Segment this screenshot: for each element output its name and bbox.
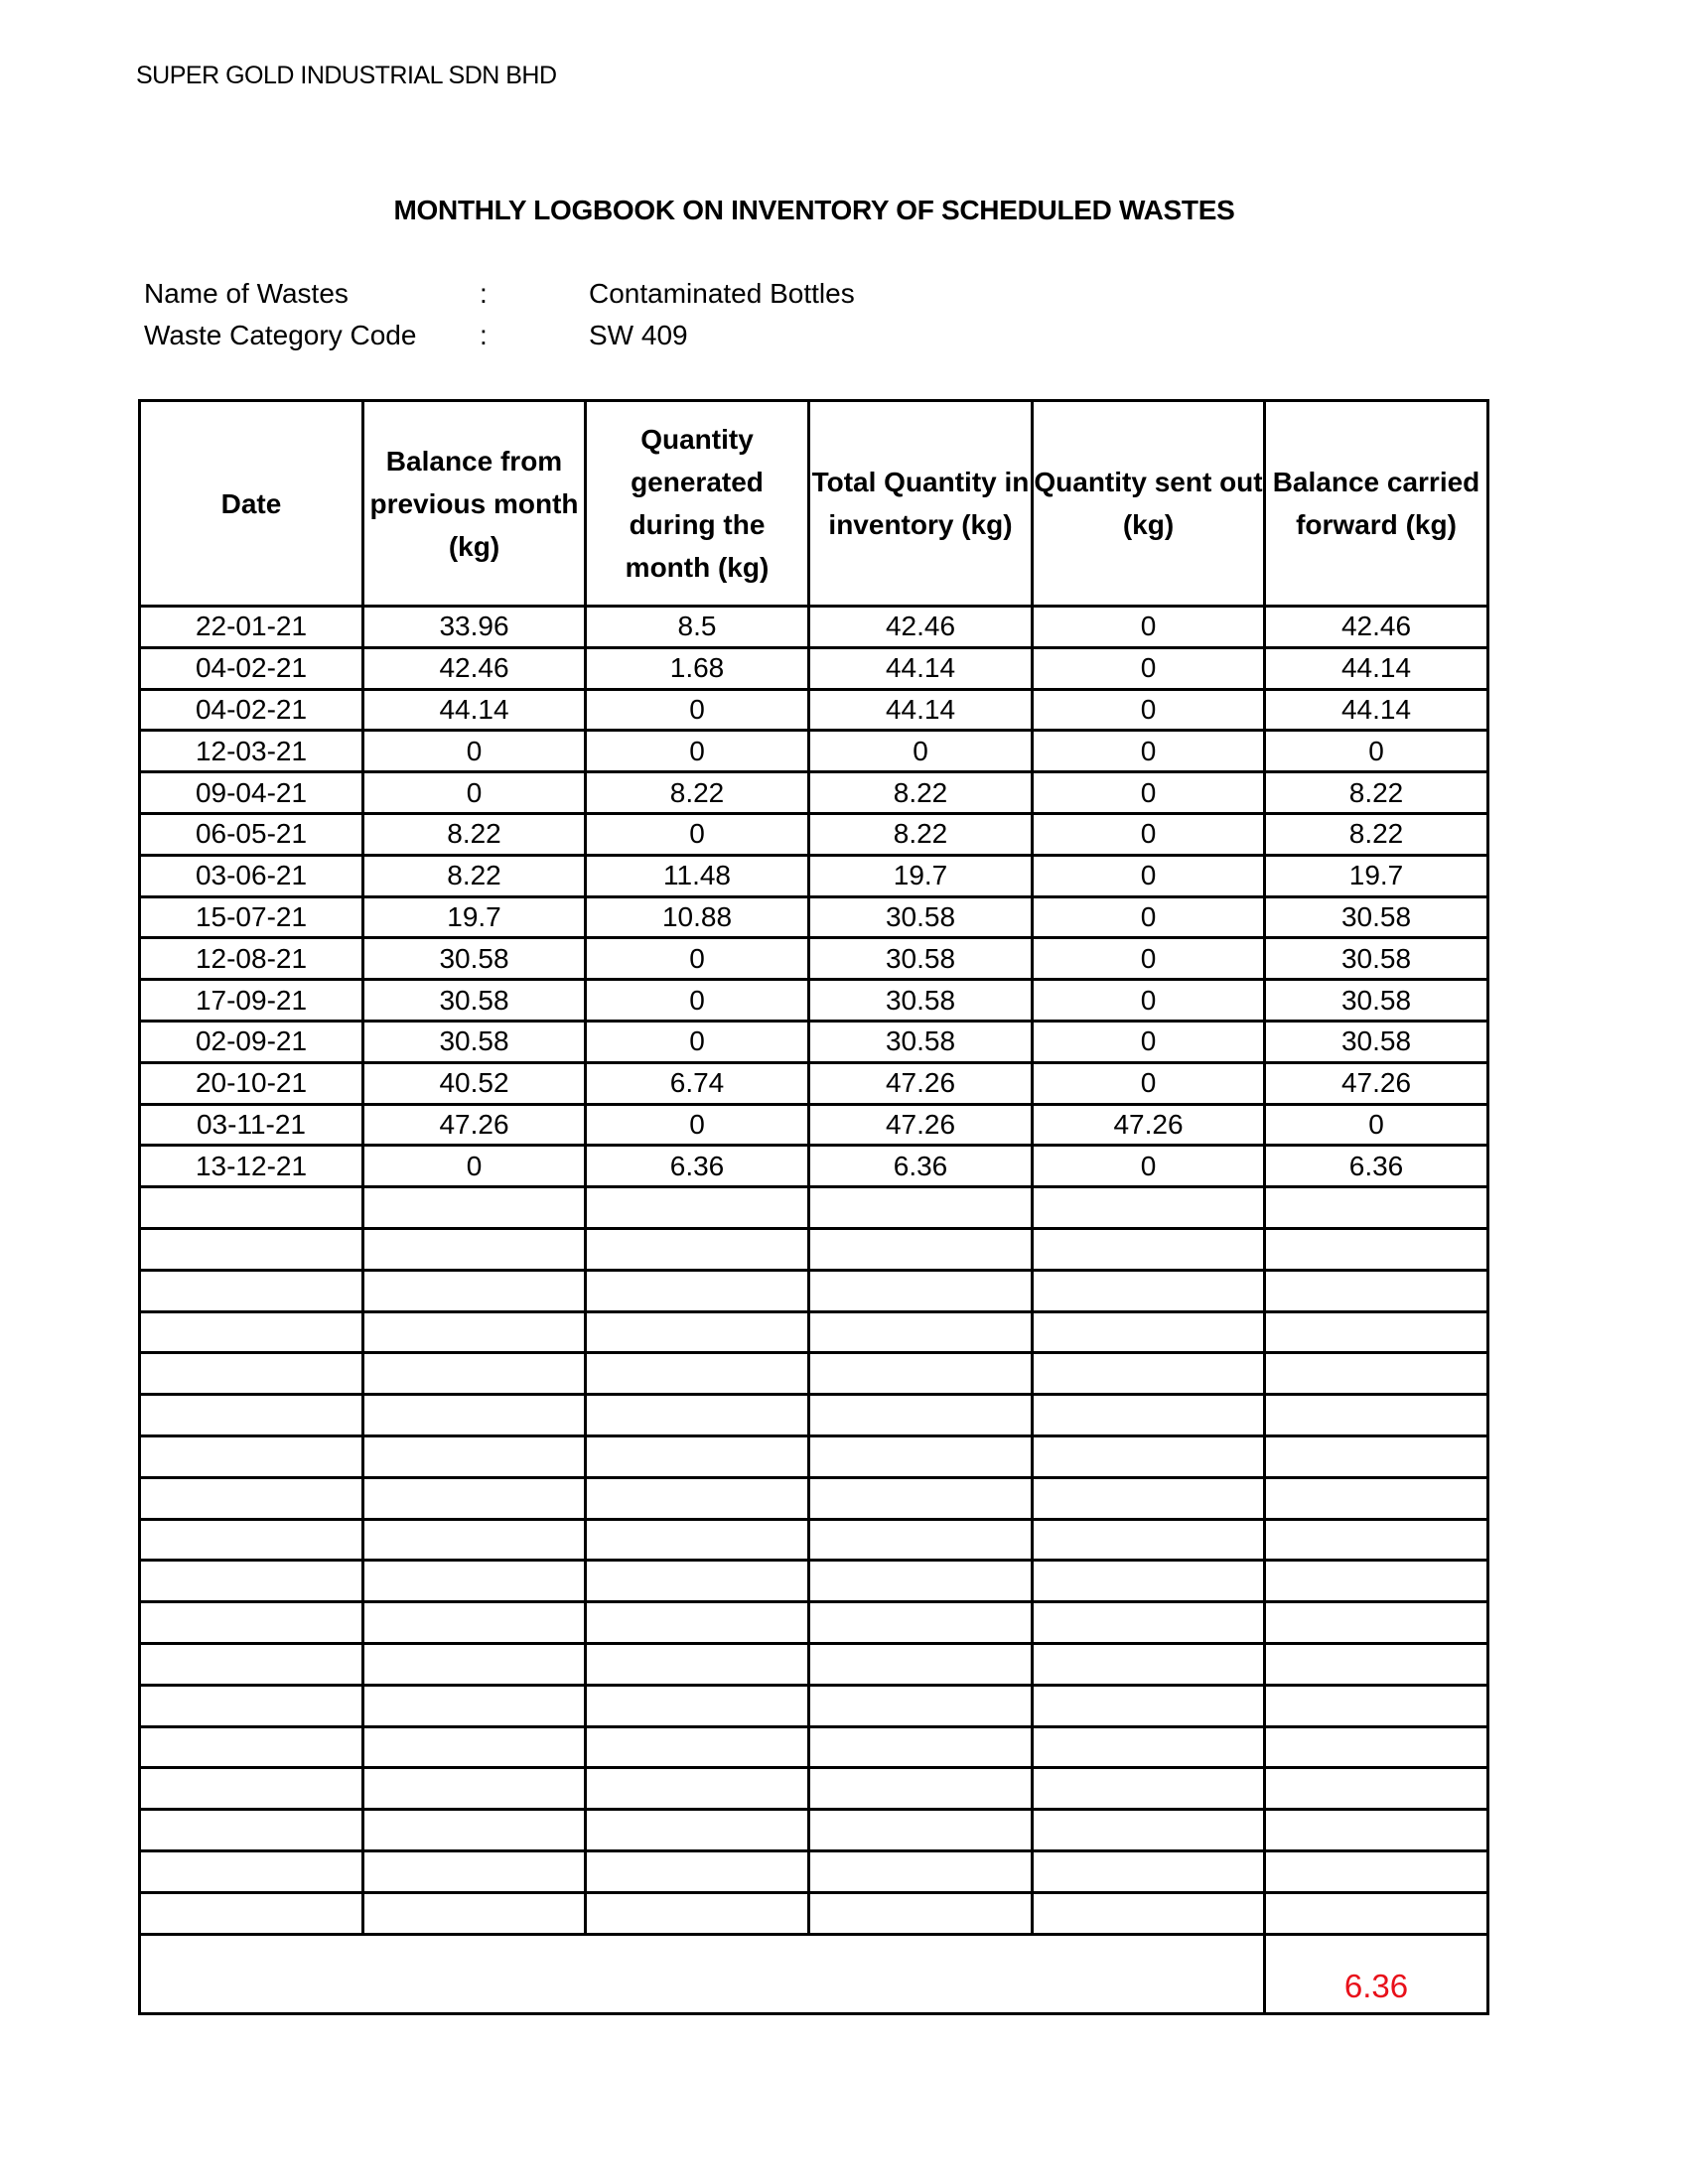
cell-quantity-generated-empty bbox=[586, 1395, 809, 1436]
cell-quantity-generated-empty bbox=[586, 1892, 809, 1934]
cell-date: 06-05-21 bbox=[140, 813, 363, 855]
cell-balance-previous-empty bbox=[363, 1685, 586, 1726]
cell-balance-previous-empty bbox=[363, 1643, 586, 1685]
cell-total-quantity: 30.58 bbox=[809, 938, 1033, 980]
cell-balance-carried-forward-empty bbox=[1265, 1602, 1488, 1644]
cell-total-quantity: 19.7 bbox=[809, 855, 1033, 896]
blank-row bbox=[140, 1810, 1488, 1851]
header-total-quantity: Total Quantity in inventory (kg) bbox=[809, 401, 1033, 607]
meta-label: Name of Wastes bbox=[144, 278, 349, 309]
cell-quantity-sent-out: 0 bbox=[1033, 689, 1265, 731]
cell-date: 20-10-21 bbox=[140, 1062, 363, 1104]
cell-date-empty bbox=[140, 1187, 363, 1229]
cell-quantity-sent-out-empty bbox=[1033, 1602, 1265, 1644]
cell-date: 13-12-21 bbox=[140, 1146, 363, 1187]
cell-quantity-sent-out-empty bbox=[1033, 1395, 1265, 1436]
cell-date-empty bbox=[140, 1892, 363, 1934]
cell-quantity-generated: 8.22 bbox=[586, 772, 809, 814]
cell-balance-carried-forward-empty bbox=[1265, 1270, 1488, 1311]
header-quantity-generated: Quantity generated during the month (kg) bbox=[586, 401, 809, 607]
cell-quantity-generated-empty bbox=[586, 1561, 809, 1602]
cell-balance-previous: 8.22 bbox=[363, 855, 586, 896]
cell-date-empty bbox=[140, 1850, 363, 1892]
cell-total-quantity: 0 bbox=[809, 731, 1033, 772]
cell-quantity-generated: 8.5 bbox=[586, 607, 809, 648]
cell-date: 09-04-21 bbox=[140, 772, 363, 814]
cell-date-empty bbox=[140, 1353, 363, 1395]
cell-balance-carried-forward: 44.14 bbox=[1265, 689, 1488, 731]
cell-total-quantity-empty bbox=[809, 1187, 1033, 1229]
cell-date-empty bbox=[140, 1810, 363, 1851]
cell-quantity-sent-out: 0 bbox=[1033, 896, 1265, 938]
cell-quantity-sent-out: 0 bbox=[1033, 813, 1265, 855]
cell-balance-carried-forward-empty bbox=[1265, 1685, 1488, 1726]
cell-balance-previous-empty bbox=[363, 1395, 586, 1436]
blank-row bbox=[140, 1395, 1488, 1436]
blank-row bbox=[140, 1602, 1488, 1644]
meta-label: Waste Category Code bbox=[144, 320, 417, 350]
cell-date-empty bbox=[140, 1519, 363, 1561]
cell-balance-carried-forward-empty bbox=[1265, 1892, 1488, 1934]
cell-total-quantity-empty bbox=[809, 1353, 1033, 1395]
cell-quantity-sent-out: 0 bbox=[1033, 1021, 1265, 1062]
cell-balance-previous-empty bbox=[363, 1561, 586, 1602]
cell-total-quantity-empty bbox=[809, 1810, 1033, 1851]
cell-total-quantity: 30.58 bbox=[809, 896, 1033, 938]
cell-quantity-sent-out-empty bbox=[1033, 1228, 1265, 1270]
cell-quantity-generated: 6.36 bbox=[586, 1146, 809, 1187]
blank-row bbox=[140, 1850, 1488, 1892]
cell-total-quantity-empty bbox=[809, 1228, 1033, 1270]
cell-balance-carried-forward: 30.58 bbox=[1265, 980, 1488, 1022]
cell-date-empty bbox=[140, 1270, 363, 1311]
cell-balance-carried-forward: 0 bbox=[1265, 1104, 1488, 1146]
header-balance-carried-forward: Balance carried forward (kg) bbox=[1265, 401, 1488, 607]
cell-quantity-generated: 1.68 bbox=[586, 647, 809, 689]
table-row bbox=[140, 772, 1488, 814]
cell-date-empty bbox=[140, 1602, 363, 1644]
cell-balance-carried-forward-empty bbox=[1265, 1643, 1488, 1685]
cell-balance-previous-empty bbox=[363, 1810, 586, 1851]
cell-balance-carried-forward: 44.14 bbox=[1265, 647, 1488, 689]
cell-date-empty bbox=[140, 1685, 363, 1726]
cell-quantity-generated-empty bbox=[586, 1270, 809, 1311]
cell-quantity-sent-out: 0 bbox=[1033, 980, 1265, 1022]
cell-quantity-sent-out: 0 bbox=[1033, 855, 1265, 896]
table-row bbox=[140, 1021, 1488, 1062]
cell-total-quantity: 6.36 bbox=[809, 1146, 1033, 1187]
cell-total-quantity: 47.26 bbox=[809, 1062, 1033, 1104]
cell-date: 04-02-21 bbox=[140, 647, 363, 689]
cell-balance-previous: 42.46 bbox=[363, 647, 586, 689]
cell-quantity-generated-empty bbox=[586, 1768, 809, 1810]
cell-total-quantity-empty bbox=[809, 1311, 1033, 1353]
cell-balance-carried-forward: 30.58 bbox=[1265, 1021, 1488, 1062]
cell-balance-carried-forward-empty bbox=[1265, 1561, 1488, 1602]
cell-quantity-generated: 0 bbox=[586, 938, 809, 980]
header-row bbox=[140, 401, 1488, 607]
header-quantity-sent-out: Quantity sent out (kg) bbox=[1033, 401, 1265, 607]
blank-row bbox=[140, 1270, 1488, 1311]
blank-row bbox=[140, 1892, 1488, 1934]
cell-balance-previous-empty bbox=[363, 1270, 586, 1311]
cell-balance-carried-forward-empty bbox=[1265, 1477, 1488, 1519]
cell-total-quantity: 47.26 bbox=[809, 1104, 1033, 1146]
cell-date-empty bbox=[140, 1643, 363, 1685]
cell-total-quantity: 42.46 bbox=[809, 607, 1033, 648]
cell-balance-previous-empty bbox=[363, 1602, 586, 1644]
cell-balance-carried-forward-empty bbox=[1265, 1726, 1488, 1768]
footer-total-cell bbox=[1265, 1934, 1488, 2013]
company-name: SUPER GOLD INDUSTRIAL SDN BHD bbox=[136, 62, 557, 89]
cell-total-quantity: 8.22 bbox=[809, 813, 1033, 855]
header-balance-previous: Balance from previous month (kg) bbox=[363, 401, 586, 607]
cell-balance-previous-empty bbox=[363, 1435, 586, 1477]
cell-quantity-sent-out-empty bbox=[1033, 1685, 1265, 1726]
cell-date: 12-08-21 bbox=[140, 938, 363, 980]
table-row bbox=[140, 1146, 1488, 1187]
cell-total-quantity-empty bbox=[809, 1602, 1033, 1644]
cell-total-quantity-empty bbox=[809, 1561, 1033, 1602]
meta-colon: : bbox=[480, 278, 488, 309]
blank-row bbox=[140, 1187, 1488, 1229]
cell-balance-previous: 30.58 bbox=[363, 1021, 586, 1062]
cell-balance-carried-forward: 42.46 bbox=[1265, 607, 1488, 648]
cell-balance-previous-empty bbox=[363, 1726, 586, 1768]
cell-quantity-sent-out-empty bbox=[1033, 1810, 1265, 1851]
cell-quantity-generated-empty bbox=[586, 1726, 809, 1768]
table-row bbox=[140, 647, 1488, 689]
cell-quantity-generated-empty bbox=[586, 1643, 809, 1685]
cell-balance-previous: 33.96 bbox=[363, 607, 586, 648]
blank-row bbox=[140, 1477, 1488, 1519]
cell-quantity-generated-empty bbox=[586, 1477, 809, 1519]
cell-balance-carried-forward: 6.36 bbox=[1265, 1146, 1488, 1187]
cell-quantity-generated-empty bbox=[586, 1850, 809, 1892]
cell-date: 03-06-21 bbox=[140, 855, 363, 896]
cell-quantity-sent-out-empty bbox=[1033, 1519, 1265, 1561]
table-row bbox=[140, 813, 1488, 855]
cell-total-quantity-empty bbox=[809, 1726, 1033, 1768]
cell-quantity-sent-out-empty bbox=[1033, 1561, 1265, 1602]
blank-row bbox=[140, 1519, 1488, 1561]
cell-balance-carried-forward-empty bbox=[1265, 1311, 1488, 1353]
cell-balance-previous: 19.7 bbox=[363, 896, 586, 938]
footer-spacer bbox=[140, 1934, 1265, 2013]
cell-quantity-generated: 0 bbox=[586, 1021, 809, 1062]
footer-total-value: 6.36 bbox=[1343, 1967, 1409, 2004]
cell-quantity-generated-empty bbox=[586, 1435, 809, 1477]
cell-quantity-generated-empty bbox=[586, 1353, 809, 1395]
cell-balance-previous-empty bbox=[363, 1850, 586, 1892]
cell-balance-carried-forward: 30.58 bbox=[1265, 938, 1488, 980]
cell-balance-carried-forward-empty bbox=[1265, 1435, 1488, 1477]
blank-row bbox=[140, 1726, 1488, 1768]
cell-total-quantity: 30.58 bbox=[809, 1021, 1033, 1062]
cell-balance-previous: 30.58 bbox=[363, 938, 586, 980]
cell-balance-previous-empty bbox=[363, 1519, 586, 1561]
cell-total-quantity-empty bbox=[809, 1395, 1033, 1436]
blank-row bbox=[140, 1643, 1488, 1685]
cell-balance-carried-forward-empty bbox=[1265, 1395, 1488, 1436]
blank-row bbox=[140, 1435, 1488, 1477]
table-row bbox=[140, 1062, 1488, 1104]
cell-date-empty bbox=[140, 1477, 363, 1519]
cell-balance-previous-empty bbox=[363, 1311, 586, 1353]
cell-date: 15-07-21 bbox=[140, 896, 363, 938]
meta-colon: : bbox=[480, 320, 488, 350]
cell-date-empty bbox=[140, 1561, 363, 1602]
cell-quantity-sent-out-empty bbox=[1033, 1270, 1265, 1311]
cell-quantity-generated-empty bbox=[586, 1311, 809, 1353]
table-row bbox=[140, 731, 1488, 772]
cell-balance-carried-forward-empty bbox=[1265, 1519, 1488, 1561]
cell-balance-previous: 8.22 bbox=[363, 813, 586, 855]
blank-row bbox=[140, 1228, 1488, 1270]
cell-quantity-sent-out: 0 bbox=[1033, 607, 1265, 648]
cell-balance-previous: 0 bbox=[363, 772, 586, 814]
cell-balance-carried-forward-empty bbox=[1265, 1353, 1488, 1395]
cell-quantity-sent-out-empty bbox=[1033, 1892, 1265, 1934]
cell-quantity-generated: 0 bbox=[586, 813, 809, 855]
cell-total-quantity-empty bbox=[809, 1519, 1033, 1561]
cell-quantity-sent-out: 0 bbox=[1033, 938, 1265, 980]
meta-value: SW 409 bbox=[589, 320, 688, 350]
cell-quantity-generated: 11.48 bbox=[586, 855, 809, 896]
cell-balance-previous-empty bbox=[363, 1477, 586, 1519]
cell-total-quantity-empty bbox=[809, 1435, 1033, 1477]
cell-date: 17-09-21 bbox=[140, 980, 363, 1022]
cell-balance-previous-empty bbox=[363, 1353, 586, 1395]
table-row bbox=[140, 1104, 1488, 1146]
page-title: MONTHLY LOGBOOK ON INVENTORY OF SCHEDULED WASTES bbox=[393, 195, 1235, 225]
cell-date-empty bbox=[140, 1228, 363, 1270]
cell-date-empty bbox=[140, 1726, 363, 1768]
cell-total-quantity: 44.14 bbox=[809, 647, 1033, 689]
cell-date-empty bbox=[140, 1768, 363, 1810]
table-row bbox=[140, 938, 1488, 980]
table-row bbox=[140, 607, 1488, 648]
cell-quantity-generated-empty bbox=[586, 1602, 809, 1644]
cell-quantity-sent-out-empty bbox=[1033, 1850, 1265, 1892]
cell-date-empty bbox=[140, 1311, 363, 1353]
cell-quantity-generated: 6.74 bbox=[586, 1062, 809, 1104]
cell-total-quantity-empty bbox=[809, 1685, 1033, 1726]
cell-date: 22-01-21 bbox=[140, 607, 363, 648]
cell-balance-carried-forward-empty bbox=[1265, 1810, 1488, 1851]
cell-quantity-sent-out: 0 bbox=[1033, 647, 1265, 689]
cell-balance-carried-forward: 47.26 bbox=[1265, 1062, 1488, 1104]
table-row bbox=[140, 689, 1488, 731]
cell-balance-carried-forward: 30.58 bbox=[1265, 896, 1488, 938]
cell-balance-previous: 30.58 bbox=[363, 980, 586, 1022]
cell-balance-carried-forward: 8.22 bbox=[1265, 772, 1488, 814]
table-row bbox=[140, 896, 1488, 938]
cell-quantity-generated-empty bbox=[586, 1519, 809, 1561]
table-row bbox=[140, 980, 1488, 1022]
cell-quantity-sent-out: 0 bbox=[1033, 1146, 1265, 1187]
cell-balance-previous: 47.26 bbox=[363, 1104, 586, 1146]
cell-balance-previous: 40.52 bbox=[363, 1062, 586, 1104]
cell-total-quantity-empty bbox=[809, 1270, 1033, 1311]
cell-total-quantity-empty bbox=[809, 1850, 1033, 1892]
cell-balance-carried-forward: 19.7 bbox=[1265, 855, 1488, 896]
table-row bbox=[140, 855, 1488, 896]
cell-quantity-sent-out-empty bbox=[1033, 1435, 1265, 1477]
cell-balance-previous: 0 bbox=[363, 731, 586, 772]
blank-row bbox=[140, 1768, 1488, 1810]
cell-balance-carried-forward-empty bbox=[1265, 1187, 1488, 1229]
cell-balance-previous: 0 bbox=[363, 1146, 586, 1187]
cell-date: 03-11-21 bbox=[140, 1104, 363, 1146]
footer-row bbox=[140, 1934, 1488, 2013]
cell-balance-previous-empty bbox=[363, 1228, 586, 1270]
cell-total-quantity-empty bbox=[809, 1768, 1033, 1810]
cell-quantity-generated: 0 bbox=[586, 1104, 809, 1146]
cell-quantity-generated-empty bbox=[586, 1810, 809, 1851]
cell-quantity-sent-out-empty bbox=[1033, 1187, 1265, 1229]
cell-quantity-sent-out-empty bbox=[1033, 1768, 1265, 1810]
cell-quantity-sent-out-empty bbox=[1033, 1477, 1265, 1519]
cell-date: 12-03-21 bbox=[140, 731, 363, 772]
cell-balance-previous: 44.14 bbox=[363, 689, 586, 731]
cell-quantity-sent-out: 0 bbox=[1033, 1062, 1265, 1104]
cell-quantity-generated-empty bbox=[586, 1685, 809, 1726]
cell-quantity-generated-empty bbox=[586, 1228, 809, 1270]
cell-balance-carried-forward: 8.22 bbox=[1265, 813, 1488, 855]
cell-date-empty bbox=[140, 1435, 363, 1477]
meta-value: Contaminated Bottles bbox=[589, 278, 855, 309]
cell-total-quantity: 30.58 bbox=[809, 980, 1033, 1022]
cell-balance-carried-forward-empty bbox=[1265, 1228, 1488, 1270]
cell-quantity-sent-out-empty bbox=[1033, 1311, 1265, 1353]
cell-balance-previous-empty bbox=[363, 1768, 586, 1810]
cell-total-quantity-empty bbox=[809, 1892, 1033, 1934]
cell-quantity-generated-empty bbox=[586, 1187, 809, 1229]
cell-quantity-sent-out-empty bbox=[1033, 1643, 1265, 1685]
cell-quantity-sent-out-empty bbox=[1033, 1353, 1265, 1395]
cell-date: 02-09-21 bbox=[140, 1021, 363, 1062]
cell-total-quantity-empty bbox=[809, 1643, 1033, 1685]
header-date: Date bbox=[140, 401, 363, 607]
cell-quantity-generated: 0 bbox=[586, 980, 809, 1022]
cell-total-quantity: 44.14 bbox=[809, 689, 1033, 731]
cell-date: 04-02-21 bbox=[140, 689, 363, 731]
cell-balance-previous-empty bbox=[363, 1187, 586, 1229]
cell-date-empty bbox=[140, 1395, 363, 1436]
cell-total-quantity-empty bbox=[809, 1477, 1033, 1519]
table-body bbox=[140, 607, 1488, 2014]
cell-total-quantity: 8.22 bbox=[809, 772, 1033, 814]
cell-quantity-sent-out: 0 bbox=[1033, 731, 1265, 772]
inventory-log-table bbox=[138, 399, 1489, 2015]
cell-quantity-generated: 0 bbox=[586, 689, 809, 731]
cell-balance-previous-empty bbox=[363, 1892, 586, 1934]
cell-quantity-generated: 0 bbox=[586, 731, 809, 772]
cell-quantity-sent-out: 47.26 bbox=[1033, 1104, 1265, 1146]
cell-balance-carried-forward: 0 bbox=[1265, 731, 1488, 772]
blank-row bbox=[140, 1685, 1488, 1726]
blank-row bbox=[140, 1353, 1488, 1395]
cell-quantity-sent-out: 0 bbox=[1033, 772, 1265, 814]
cell-balance-carried-forward-empty bbox=[1265, 1850, 1488, 1892]
blank-row bbox=[140, 1561, 1488, 1602]
cell-quantity-sent-out-empty bbox=[1033, 1726, 1265, 1768]
cell-balance-carried-forward-empty bbox=[1265, 1768, 1488, 1810]
blank-row bbox=[140, 1311, 1488, 1353]
cell-quantity-generated: 10.88 bbox=[586, 896, 809, 938]
